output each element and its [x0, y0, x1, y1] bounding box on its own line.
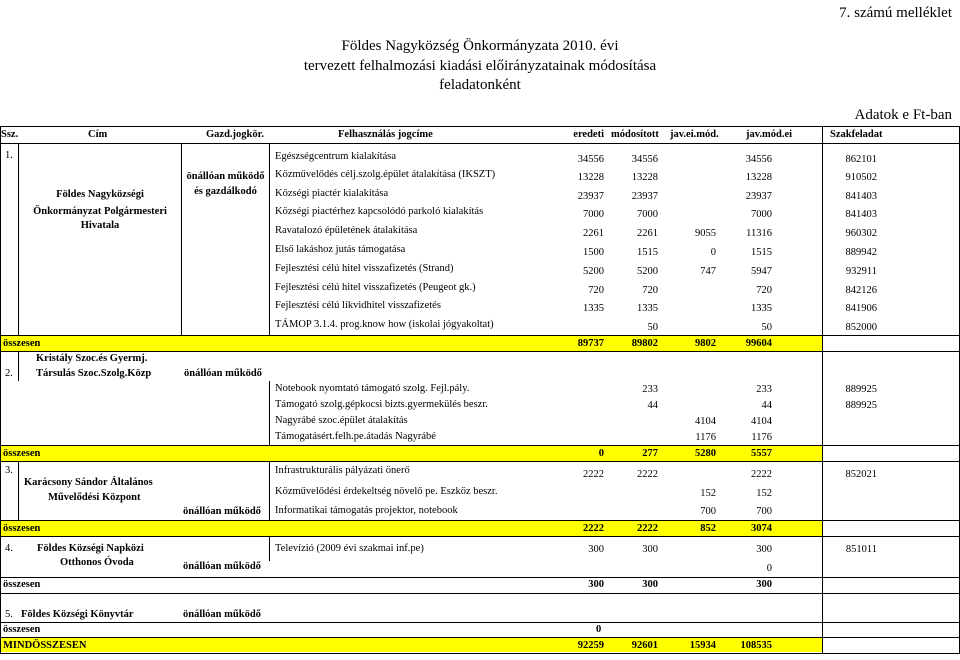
- total-eredeti: 89737: [577, 338, 604, 349]
- row-jav-ei-mod: 700: [700, 506, 716, 517]
- section-gazd: önállóan működő: [184, 368, 262, 379]
- row-eredeti: 13228: [577, 172, 604, 183]
- total-label: összesen: [3, 338, 41, 349]
- header-cim: Cím: [88, 129, 108, 140]
- row-modositott: 34556: [631, 154, 658, 165]
- row-eredeti: 720: [588, 285, 604, 296]
- header-jogcim: Felhasználás jogcíme: [338, 129, 433, 140]
- grand-total-modositott: 92601: [631, 640, 658, 651]
- row-szakfeladat: 841403: [845, 209, 877, 220]
- section-number: 5.: [5, 609, 13, 620]
- section-cim: Hivatala: [80, 220, 120, 231]
- header-gazd: Gazd.jogkör.: [206, 129, 264, 140]
- grid-line: [0, 126, 1, 653]
- section-cim: Földes Nagyközségi: [56, 189, 144, 200]
- total-jav-mod-ei: 5557: [751, 448, 772, 459]
- row-jav-mod-ei: 300: [756, 544, 772, 555]
- annex-label: 7. számú melléklet: [839, 5, 952, 21]
- row-jogcim: Első lakáshoz jutás támogatása: [275, 244, 406, 255]
- section-cim: Földes Községi Napközi: [37, 543, 144, 554]
- header-szakfeladat: Szakfeladat: [830, 129, 883, 140]
- row-szakfeladat: 910502: [845, 172, 877, 183]
- row-eredeti: 1500: [583, 247, 604, 258]
- row-jogcim: Közművelődés célj.szolg.épület átalakítása (IKSZT): [275, 169, 496, 180]
- grid-line: [0, 351, 960, 352]
- total-label: összesen: [3, 579, 41, 590]
- grand-total-eredeti: 92259: [577, 640, 604, 651]
- row-eredeti: 300: [588, 544, 604, 555]
- row-szakfeladat: 852021: [845, 469, 877, 480]
- row-jav-mod-ei: 2222: [751, 469, 772, 480]
- total-jav-ei-mod: 9802: [695, 338, 716, 349]
- grid-line: [0, 637, 960, 638]
- grid-line: [0, 520, 960, 521]
- row-szakfeladat: 889925: [845, 384, 877, 395]
- total-value: 0: [596, 624, 602, 635]
- row-modositott: 2261: [637, 228, 658, 239]
- row-jav-mod-ei: 233: [756, 384, 772, 395]
- row-jogcim: Támogató szolg.gépkocsi bizts.gyermekülés beszr.: [275, 399, 488, 410]
- row-jav-mod-ei: 1176: [751, 432, 772, 443]
- row-jogcim: Fejlesztési célú likvidhitel visszafizetés: [275, 300, 441, 311]
- grid-line: [269, 381, 270, 445]
- grid-line: [269, 143, 270, 335]
- grid-line: [18, 143, 19, 335]
- grid-line: [0, 126, 960, 127]
- row-jav-ei-mod: 747: [700, 266, 716, 277]
- grand-total-jav-ei-mod: 15934: [689, 640, 716, 651]
- grid-line: [0, 577, 960, 578]
- row-jav-mod-ei: 1515: [751, 247, 772, 258]
- row-jav-mod-ei: 44: [761, 400, 772, 411]
- grid-line: [0, 335, 960, 336]
- section-cim: Művelődési Központ: [48, 492, 141, 503]
- row-jogcim: Fejlesztési célú hitel visszafizetés (Peugeot gk.): [275, 282, 476, 293]
- row-modositott: 50: [647, 322, 658, 333]
- row-jav-mod-ei: 0: [766, 563, 772, 574]
- section-gazd: önállóan működő: [183, 506, 261, 517]
- section-number: 2.: [5, 368, 13, 379]
- row-jav-mod-ei: 700: [756, 506, 772, 517]
- grid-line: [18, 351, 19, 381]
- row-jav-mod-ei: 11316: [746, 228, 772, 239]
- header-ssz: Ssz.: [1, 129, 19, 140]
- row-jav-ei-mod: 1176: [695, 432, 716, 443]
- row-eredeti: 7000: [583, 209, 604, 220]
- row-modositott: 2222: [637, 469, 658, 480]
- row-szakfeladat: 889925: [845, 400, 877, 411]
- row-jav-mod-ei: 152: [756, 488, 772, 499]
- row-jogcim: Informatikai támogatás projektor, notebook: [275, 505, 458, 516]
- total-jav-ei-mod: 5280: [695, 448, 716, 459]
- section-number: 1.: [5, 150, 13, 161]
- total-modositott: 300: [642, 579, 658, 590]
- section-gazd: önállóan működő: [183, 609, 261, 620]
- row-jav-mod-ei: 5947: [751, 266, 772, 277]
- header-jav-mod-ei: jav.mód.ei: [746, 129, 793, 140]
- section-gazd: önállóan működő: [183, 561, 261, 572]
- row-jogcim: Községi piactér kialakítása: [275, 188, 389, 199]
- grand-total-label: MINDÖSSZESEN: [3, 640, 87, 651]
- row-modositott: 1515: [637, 247, 658, 258]
- section-cim: Társulás Szoc.Szolg.Közp: [36, 368, 152, 379]
- row-jogcim: Községi piactérhez kapcsolódó parkoló kialakítás: [275, 206, 484, 217]
- row-jav-mod-ei: 23937: [745, 191, 772, 202]
- row-szakfeladat: 960302: [845, 228, 877, 239]
- row-modositott: 1335: [637, 303, 658, 314]
- row-szakfeladat: 841403: [845, 191, 877, 202]
- row-modositott: 300: [642, 544, 658, 555]
- row-jav-ei-mod: 0: [710, 247, 716, 258]
- row-szakfeladat: 852000: [845, 322, 877, 333]
- grid-line: [0, 653, 960, 654]
- header-eredeti: eredeti: [573, 129, 604, 140]
- row-jav-ei-mod: 4104: [695, 416, 716, 427]
- row-eredeti: 2261: [583, 228, 604, 239]
- section-gazd: önállóan működő: [186, 171, 265, 182]
- total-jav-ei-mod: 852: [700, 523, 716, 534]
- row-jogcim: Televízió (2009 évi szakmai inf.pe): [275, 543, 424, 554]
- row-jogcim: Notebook nyomtató támogató szolg. Fejl.pály.: [275, 383, 470, 394]
- total-eredeti: 300: [588, 579, 604, 590]
- row-eredeti: 23937: [577, 191, 604, 202]
- row-jav-mod-ei: 720: [756, 285, 772, 296]
- unit-label: Adatok e Ft-ban: [854, 107, 952, 123]
- total-label: összesen: [3, 523, 41, 534]
- row-szakfeladat: 889942: [845, 247, 877, 258]
- row-jogcim: Infrastrukturális pályázati önerő: [275, 465, 410, 476]
- section-number: 4.: [5, 543, 13, 554]
- row-jogcim: TÁMOP 3.1.4. prog.know how (iskolai jógyakoltat): [275, 319, 494, 330]
- grid-line: [0, 536, 960, 537]
- row-jav-mod-ei: 7000: [751, 209, 772, 220]
- section-gazd: és gazdálkodó: [194, 186, 257, 197]
- total-jav-mod-ei: 300: [756, 579, 772, 590]
- total-eredeti: 0: [598, 448, 604, 459]
- grid-line: [269, 536, 270, 561]
- section-cim: Otthonos Óvoda: [60, 557, 134, 568]
- row-modositott: 233: [642, 384, 658, 395]
- title-line-3: feladatonként: [439, 77, 521, 93]
- row-szakfeladat: 851011: [845, 544, 877, 555]
- grid-line: [0, 461, 960, 462]
- row-szakfeladat: 842126: [845, 285, 877, 296]
- row-szakfeladat: 841906: [845, 303, 877, 314]
- row-modositott: 44: [647, 400, 658, 411]
- title-line-1: Földes Nagyközség Önkormányzata 2010. évi: [341, 38, 619, 54]
- row-jogcim: Egészségcentrum kialakítása: [275, 151, 396, 162]
- row-jogcim: Fejlesztési célú hitel visszafizetés (Strand): [275, 263, 454, 274]
- row-jav-ei-mod: 9055: [695, 228, 716, 239]
- row-jogcim: Ravatalozó épületének átalakítása: [275, 225, 418, 236]
- grand-total-jav-mod-ei: 108535: [740, 640, 772, 651]
- total-modositott: 2222: [637, 523, 658, 534]
- row-eredeti: 2222: [583, 469, 604, 480]
- row-eredeti: 1335: [583, 303, 604, 314]
- section-cim: Karácsony Sándor Általános: [24, 477, 153, 488]
- title-line-2: tervezett felhalmozási kiadási előirányzatainak módosítása: [303, 58, 657, 74]
- row-modositott: 5200: [637, 266, 658, 277]
- grid-line: [18, 461, 19, 520]
- section-cim: Földes Községi Könyvtár: [21, 609, 134, 620]
- total-modositott: 277: [642, 448, 658, 459]
- row-jav-mod-ei: 50: [761, 322, 772, 333]
- row-modositott: 23937: [631, 191, 658, 202]
- total-label: összesen: [3, 448, 41, 459]
- header-modositott: módosított: [611, 129, 659, 140]
- total-jav-mod-ei: 3074: [751, 523, 772, 534]
- row-modositott: 720: [642, 285, 658, 296]
- grid-line: [0, 445, 960, 446]
- total-modositott: 89802: [631, 338, 658, 349]
- row-modositott: 7000: [637, 209, 658, 220]
- row-jav-mod-ei: 34556: [745, 154, 772, 165]
- row-jav-ei-mod: 152: [700, 488, 716, 499]
- grid-line: [269, 461, 270, 520]
- grid-line: [0, 143, 960, 144]
- section-number: 3.: [5, 465, 13, 476]
- total-jav-mod-ei: 99604: [745, 338, 772, 349]
- header-jav-ei-mod: jav.ei.mód.: [670, 129, 719, 140]
- section-cim: Önkormányzat Polgármesteri: [33, 206, 167, 217]
- row-eredeti: 5200: [583, 266, 604, 277]
- row-szakfeladat: 932911: [845, 266, 877, 277]
- grid-line: [0, 593, 960, 594]
- total-eredeti: 2222: [583, 523, 604, 534]
- section-cim: Kristály Szoc.és Gyermj.: [36, 353, 148, 364]
- row-jav-mod-ei: 13228: [745, 172, 772, 183]
- row-jav-mod-ei: 4104: [751, 416, 772, 427]
- row-jogcim: Közművelődési érdekeltség növelő pe. Eszköz beszr.: [275, 486, 498, 497]
- grid-line: [0, 622, 960, 623]
- row-jav-mod-ei: 1335: [751, 303, 772, 314]
- row-szakfeladat: 862101: [845, 154, 877, 165]
- row-jogcim: Támogatásért.felh.pe.átadás Nagyrábé: [275, 431, 436, 442]
- total-label: összesen: [3, 624, 41, 635]
- row-jogcim: Nagyrábé szoc.épület átalakítás: [275, 415, 408, 426]
- row-modositott: 13228: [631, 172, 658, 183]
- row-eredeti: 34556: [577, 154, 604, 165]
